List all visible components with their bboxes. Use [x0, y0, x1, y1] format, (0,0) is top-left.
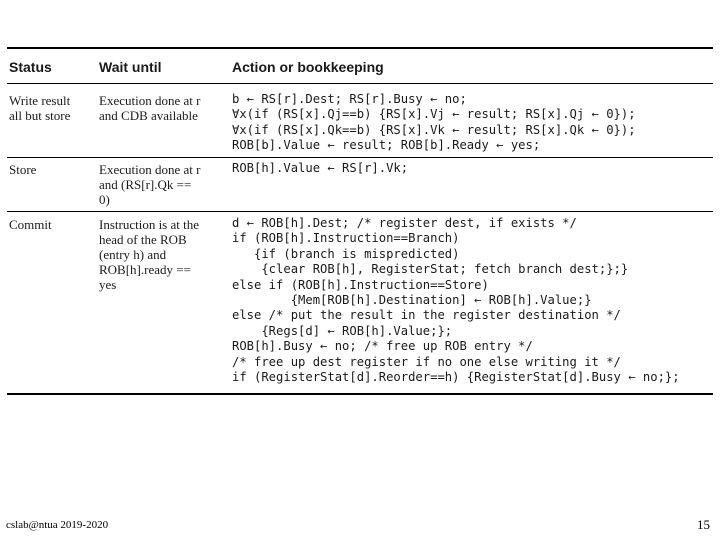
- header-status: Status: [9, 59, 52, 75]
- status-line: all but store: [9, 108, 71, 123]
- wait-line: head of the ROB: [99, 232, 187, 247]
- bottom-rule: [7, 393, 713, 395]
- wait-line: and CDB available: [99, 108, 198, 123]
- wait-line: and (RS[r].Qk ==: [99, 177, 192, 192]
- code-line: {Regs[d] ← ROB[h].Value;};: [232, 323, 453, 338]
- row-commit-wait: [99, 217, 199, 292]
- status-line: Store: [9, 162, 37, 177]
- row-store-status: [9, 162, 36, 177]
- code-line: /* free up dest register if no one else writing it */: [232, 354, 621, 369]
- code-line: else if (ROB[h].Instruction==Store): [232, 277, 489, 292]
- row-write-result-wait: [99, 93, 200, 123]
- header-action: Action or bookkeeping: [232, 59, 384, 75]
- wait-line: Execution done at r: [99, 93, 201, 108]
- row-write-result-status: [9, 93, 70, 123]
- code-line: ∀x(if (RS[x].Qk==b) {RS[x].Vk ← result; RS[x].Qk ← 0});: [232, 122, 636, 137]
- code-line: ROB[h].Value ← RS[r].Vk;: [232, 161, 409, 175]
- wait-line: Execution done at r: [99, 162, 201, 177]
- page-number: 15: [697, 517, 710, 532]
- code-line: ROB[h].Busy ← no; /* free up ROB entry */: [232, 339, 533, 354]
- row-divider-2: [7, 211, 713, 212]
- code-line: ∀x(if (RS[x].Qj==b) {RS[x].Vj ← result; RS[x].Qj ← 0});: [232, 107, 636, 122]
- code-line: ROB[b].Value ← result; ROB[b].Ready ← yes;: [232, 138, 541, 153]
- header-wait-until: Wait until: [99, 59, 162, 75]
- code-line: b ← RS[r].Dest; RS[r].Busy ← no;: [232, 92, 467, 106]
- row-write-result-action: [232, 92, 636, 154]
- code-line: d ← ROB[h].Dest; /* register dest, if exists */: [232, 216, 577, 230]
- wait-line: yes: [99, 277, 117, 292]
- row-store-wait: [99, 162, 200, 207]
- code-line: if (ROB[h].Instruction==Branch): [232, 231, 460, 246]
- top-rule: [7, 47, 713, 49]
- code-line: {if (branch is mispredicted): [232, 246, 460, 261]
- wait-line: ROB[h].ready ==: [99, 262, 191, 277]
- status-line: Commit: [9, 217, 52, 232]
- wait-line: Instruction is at the: [99, 217, 200, 232]
- footer-credit: cslab@ntua 2019-2020: [6, 519, 109, 531]
- wait-line: (entry h) and: [99, 247, 167, 262]
- code-line: if (RegisterStat[d].Reorder==h) {RegisterStat[d].Busy ← no;};: [232, 370, 680, 385]
- row-divider-1: [7, 157, 713, 158]
- status-line: Write result: [9, 93, 71, 108]
- code-line: else /* put the result in the register destination */: [232, 308, 621, 323]
- code-line: {Mem[ROB[h].Destination] ← ROB[h].Value;}: [232, 293, 592, 308]
- header-rule: [7, 83, 713, 84]
- row-commit-action: [232, 216, 680, 385]
- row-store-action: [232, 161, 408, 176]
- code-line: {clear ROB[h], RegisterStat; fetch branch dest;};}: [232, 262, 629, 277]
- row-commit-status: [9, 217, 52, 232]
- wait-line: 0): [99, 192, 110, 207]
